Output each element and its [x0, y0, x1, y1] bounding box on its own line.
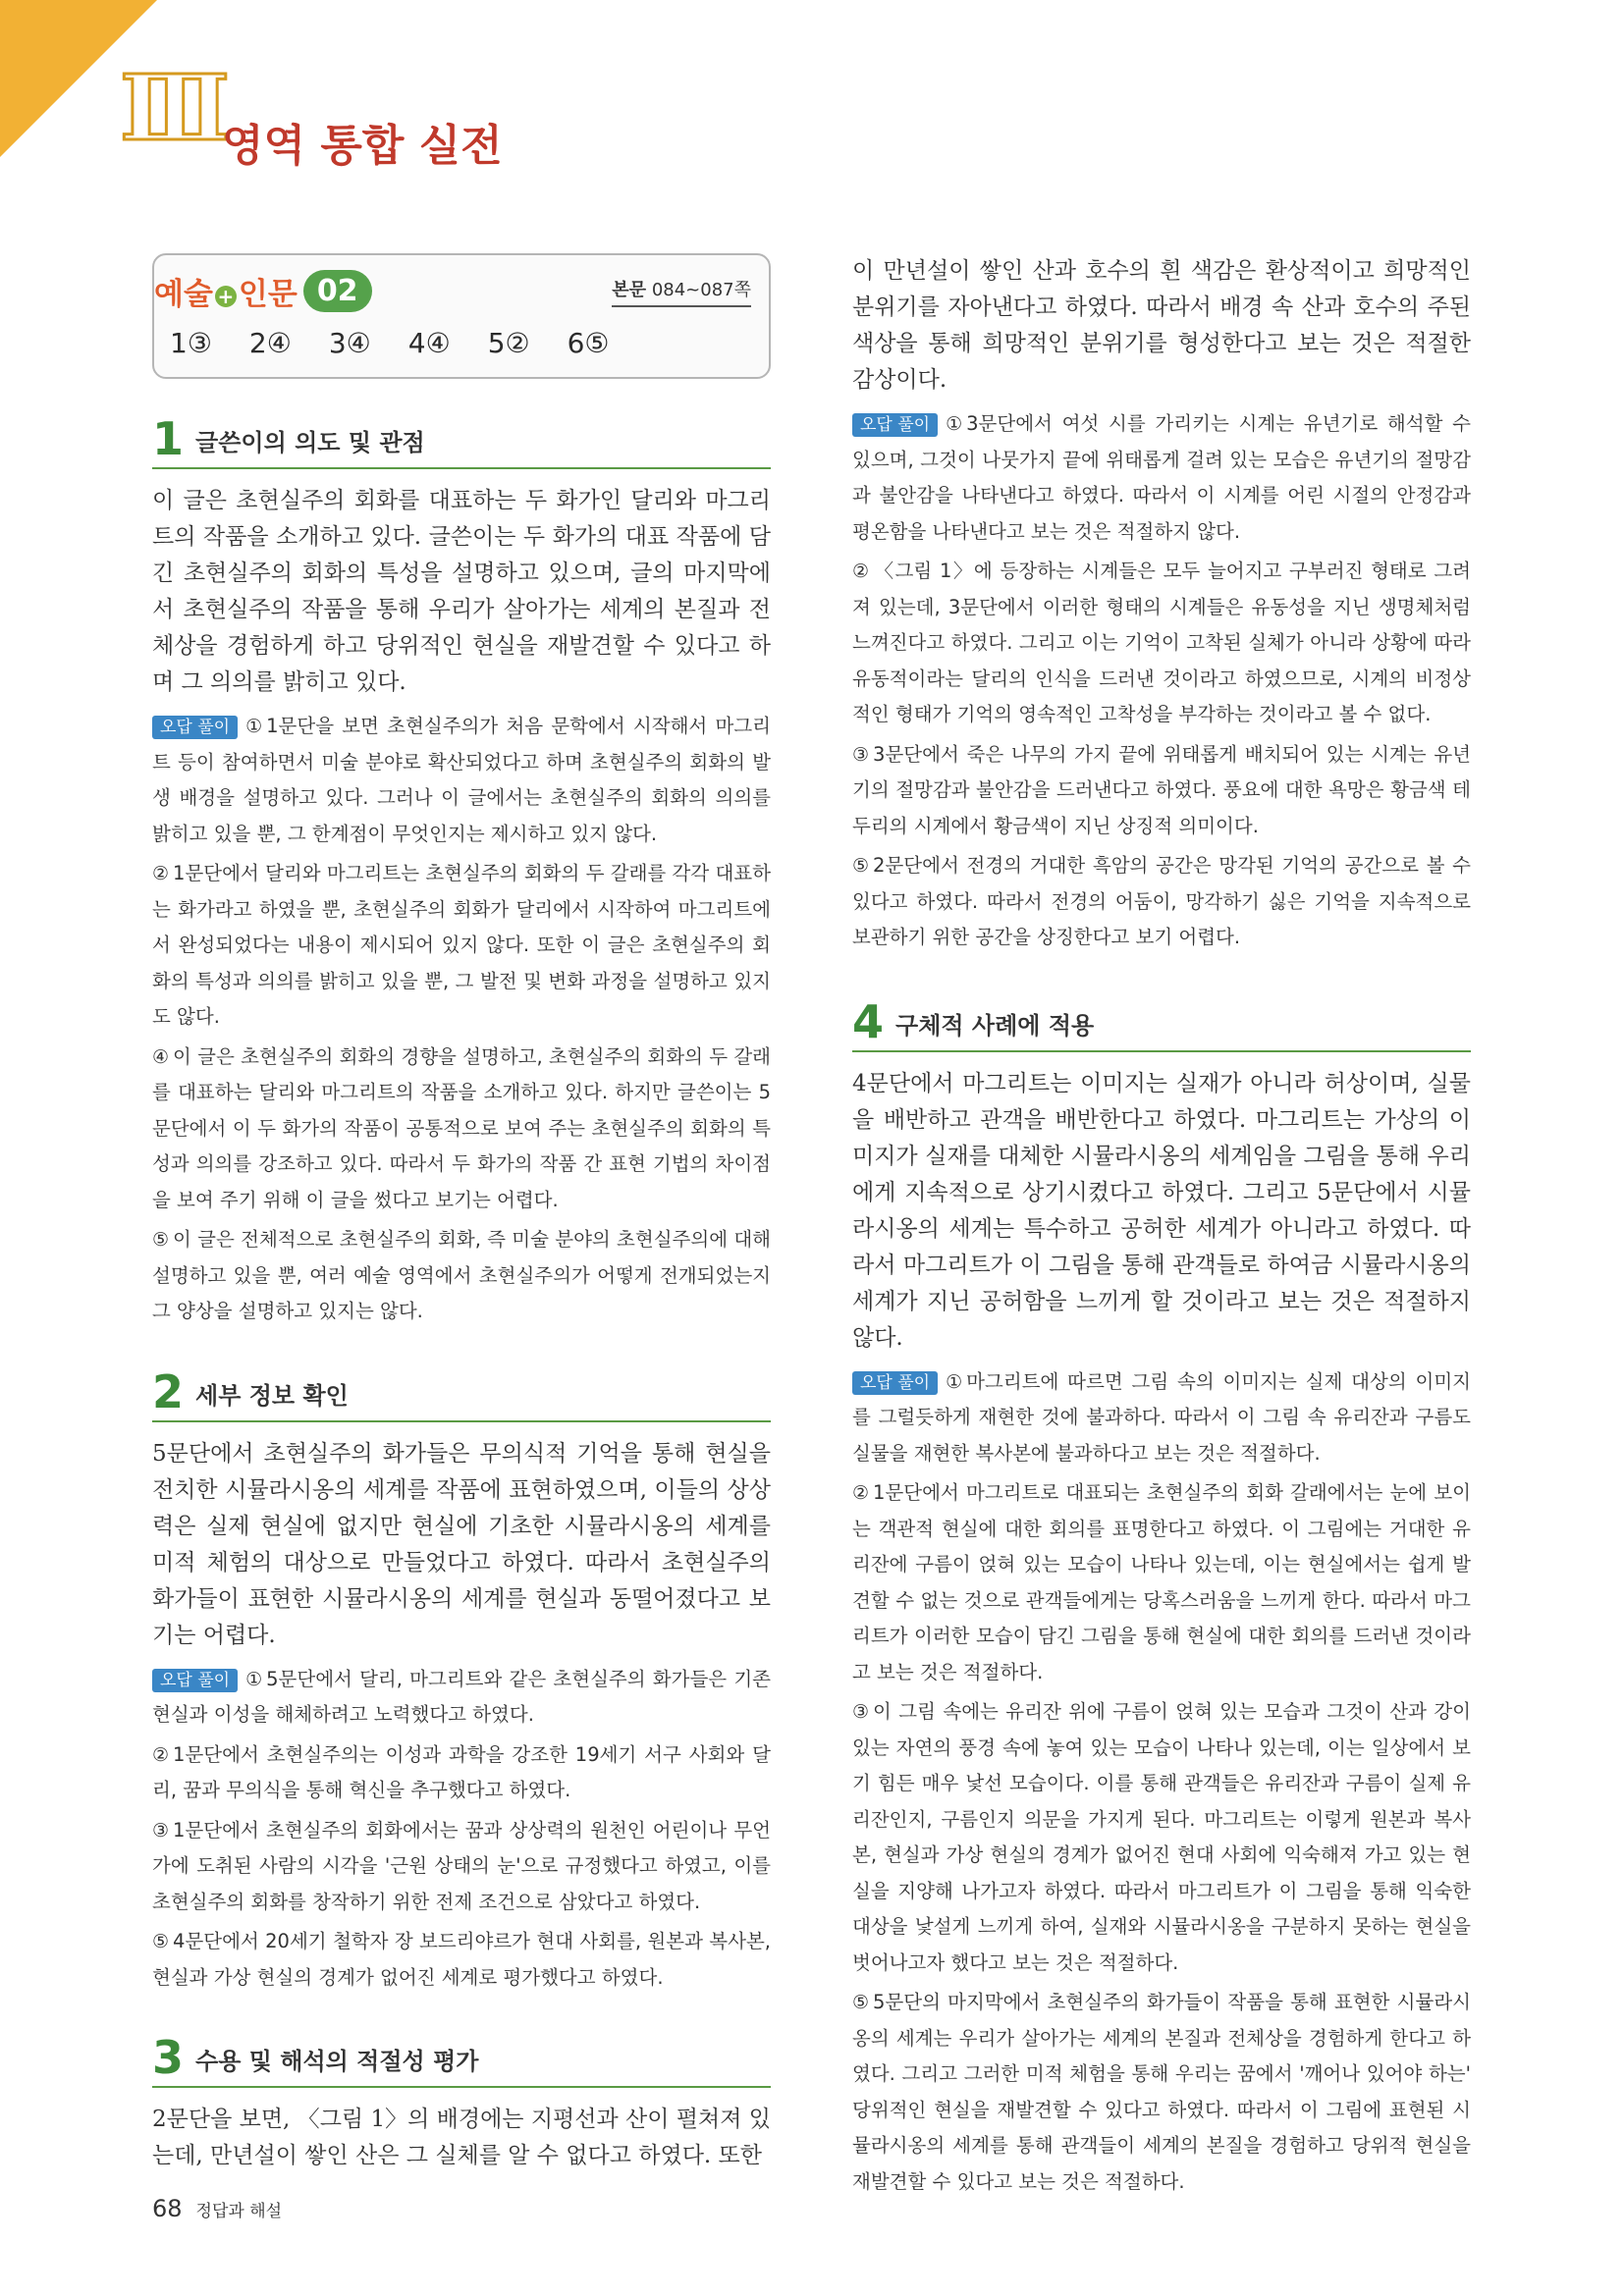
note [152, 1737, 771, 1809]
section-title: 구체적 사례에 적용 [895, 1011, 1095, 1040]
page-range: 084~087쪽 [651, 279, 751, 300]
answer-box-header [154, 269, 751, 313]
section-number: 3 [152, 2031, 185, 2084]
section-title: 글쓴이의 의도 및 관점 [195, 429, 425, 456]
choice-number: ⑤ [152, 1229, 170, 1251]
right-column [852, 253, 1471, 2200]
note [852, 406, 1471, 550]
note [152, 1222, 771, 1330]
answer-item: 5② [487, 327, 530, 359]
note-text: 2문단에서 전경의 거대한 흑암의 공간은 망각된 기억의 공간으로 볼 수 있다고 하였다. 따라서 전경의 어둠이, 망각하기 싫은 기억을 지속적으로 보관하기 위한 공간을 상징한다고 보기 어렵다. [852, 854, 1471, 948]
section-title: 세부 정보 확인 [195, 1381, 349, 1410]
note-text: 1문단에서 초현실주의 회화에서는 꿈과 상상력의 원천인 어린이나 무언가에 도취된 사람의 시각을 '근원 상태의 눈'으로 규정했다고 하였고, 이를 초현실주의 회화를 창작하기 위한 전제 조건으로 삼았다고 하였다. [152, 1818, 771, 1913]
section-number: 4 [852, 994, 885, 1048]
section-number: 2 [152, 1364, 185, 1418]
note-text: 이 그림 속에는 유리잔 위에 구름이 얹혀 있는 모습과 그것이 산과 강이 있는 자연의 풍경 속에 놓여 있는 모습이 나타나 있는데, 이는 일상에서 보기 힘든 매우 낯선 모습이다. 이를 통해 관객들은 유리잔과 구름이 실제 유리잔인지, 구름인지 의문을 가지게 된다. 마그리트는 이렇게 원본과 복사본, 현실과 가상 현실의 경계가 없어진 현대 사회에 익숙해져 가고 있는 현실을 지양해 나가고자 하였다. 따라서 마그리트가 이 그림을 통해 익숙한 대상을 낯설게 느끼게 하여, 실재와 시뮬라시옹을 구분하지 못하는 현실을 벗어나고자 했다고 보는 것은 적절하다. [852, 1700, 1471, 1974]
section-1-header [152, 412, 771, 469]
note [152, 856, 771, 1036]
note [152, 1662, 771, 1734]
page-label: 본문 [612, 279, 647, 300]
answer-item: 4④ [407, 327, 451, 359]
plus-icon: + [215, 286, 237, 307]
note [152, 1813, 771, 1921]
choice-number: ③ [852, 1701, 870, 1723]
note [852, 1985, 1471, 2200]
answer-list [154, 313, 751, 359]
note [852, 554, 1471, 733]
choice-number: ② [152, 1743, 170, 1766]
choice-number: ① [946, 413, 963, 435]
note [852, 737, 1471, 845]
section-number: 1 [152, 412, 185, 465]
note-text: 이 글은 전체적으로 초현실주의 회화, 즉 미술 분야의 초현실주의에 대해 설명하고 있을 뿐, 여러 예술 영역에서 초현실주의가 어떻게 전개되었는지 그 양상을 설명하고 있지는 않다. [152, 1228, 771, 1322]
answer-item: 6⑤ [567, 327, 610, 359]
choice-number: ③ [852, 743, 870, 766]
section-4-body: 4문단에서 마그리트는 이미지는 실재가 아니라 허상이며, 실물을 배반하고 관객을 배반한다고 하였다. 마그리트는 가상의 이미지가 실재를 대체한 시뮬라시옹의 세계임을 그림을 통해 우리에게 지속적으로 상기시켰다고 하였다. 그리고 5문단에서 시뮬라시옹의 세계는 특수하고 공허한 세계가 아니라고 하였다. 따라서 마그리트가 이 그림을 통해 관객들로 하여금 시뮬라시옹의 세계가 지닌 공허함을 느끼게 할 것이라고 보는 것은 적절하지 않다. [852, 1070, 1471, 1351]
note-text: 5문단에서 달리, 마그리트와 같은 초현실주의 화가들은 기존 현실과 이성을 해체하려고 노력했다고 하였다. [152, 1667, 771, 1726]
page-reference [612, 276, 751, 307]
note [852, 1475, 1471, 1690]
note [152, 1924, 771, 1996]
section-2-header [152, 1364, 771, 1422]
note [852, 1694, 1471, 1981]
page-footer [152, 2195, 282, 2222]
note-text: 이 글은 초현실주의 회화의 경향을 설명하고, 초현실주의 회화의 두 갈래를 대표하는 달리와 마그리트의 작품을 소개하고 있다. 하지만 글쓴이는 5문단에서 이 두 화가의 작품이 공통적으로 보여 주는 초현실주의 회화의 특성과 의의를 강조하고 있다. 따라서 두 화가의 작품 간 표현 기법의 차이점을 보여 주기 위해 이 글을 썼다고 보기는 어렵다. [152, 1044, 771, 1211]
section-title: 수용 및 해석의 적절성 평가 [195, 2048, 479, 2075]
choice-number: ⑤ [852, 855, 870, 877]
note [852, 848, 1471, 956]
section-2-body: 5문단에서 초현실주의 화가들은 무의식적 기억을 통해 현실을 전치한 시뮬라시옹의 세계를 작품에 표현하였으며, 이들의 상상력은 실제 현실에 없지만 현실에 기초한 시뮬라시옹의 세계를 미적 체험의 대상으로 만들었다고 하였다. 따라서 초현실주의 화가들이 표현한 시뮬라시옹의 세계를 현실과 동떨어졌다고 보기는 어렵다. [152, 1440, 771, 1648]
part-numeral: Ⅲ [120, 55, 227, 161]
note-text: 5문단의 마지막에서 초현실주의 화가들이 작품을 통해 표현한 시뮬라시옹의 세계는 우리가 살아가는 세계의 본질과 전체상을 경험하게 한다고 하였다. 그리고 그러한 미적 체험을 통해 우리는 꿈에서 '깨어나 있어야 하는' 당위적인 현실을 재발견할 수 있다고 하였다. 따라서 이 그림에 표현된 시뮬라시옹의 세계를 통해 관객들이 세계의 본질을 경험하고 당위적 현실을 재발견할 수 있다고 보는 것은 적절하다. [852, 1991, 1471, 2193]
set-number: 02 [303, 270, 372, 312]
wrong-answer-badge: 오답 풀이 [852, 413, 938, 437]
left-column [152, 253, 771, 2174]
choice-number: ④ [152, 1045, 170, 1068]
section-3-header [152, 2031, 771, 2088]
choice-number: ③ [152, 1819, 170, 1842]
wrong-answer-badge: 오답 풀이 [852, 1371, 938, 1395]
note-text: 4문단에서 20세기 철학자 장 보드리야르가 현대 사회를, 원본과 복사본, 현실과 가상 현실의 경계가 없어진 세계로 평가했다고 하였다. [152, 1930, 771, 1989]
note-text: 1문단에서 달리와 마그리트는 초현실주의 회화의 두 갈래를 각각 대표하는 화가라고 하였을 뿐, 초현실주의 회화가 달리에서 시작하여 마그리트에서 완성되었다는 내용이 제시되어 있지 않다. 또한 이 글은 초현실주의 회화의 특성과 의의를 밝히고 있을 뿐, 그 발전 및 변화 과정을 설명하고 있지도 않다. [152, 862, 771, 1028]
note-text: 1문단을 보면 초현실주의가 처음 문학에서 시작해서 마그리트 등이 참여하면서 미술 분야로 확산되었다고 하며 초현실주의 회화의 발생 배경을 설명하고 있다. 그러나 이 글에서는 초현실주의 회화의 의의를 밝히고 있을 뿐, 그 한계점이 무엇인지는 제시하고 있지 않다. [152, 715, 771, 845]
note-text: 〈그림 1〉에 등장하는 시계들은 모두 늘어지고 구부러진 형태로 그려져 있는데, 3문단에서 이러한 형태의 시계들은 유동성을 지닌 생명체처럼 느껴진다고 하였다. 그리고 이는 기억이 고착된 실체가 아니라 상황에 따라 유동적이라는 달리의 인식을 드러낸 것이라고 하였으므로, 시계의 비정상적인 형태가 기억의 영속적인 고착성을 부각하는 것이라고 볼 수 없다. [852, 560, 1471, 725]
footer-label: 정답과 해설 [195, 2202, 283, 2221]
choice-number: ② [152, 863, 170, 884]
choice-number: ① [245, 1668, 263, 1690]
note [852, 1364, 1471, 1472]
part-title: 영역 통합 실전 [222, 121, 503, 171]
note-text: 1문단에서 마그리트로 대표되는 초현실주의 회화 갈래에서는 눈에 보이는 객관적 현실에 대한 회의를 표명한다고 하였다. 이 그림에는 거대한 유리잔에 구름이 얹혀 있는 모습이 나타나 있는데, 이는 현실에서는 쉽게 발견할 수 없는 것으로 관객들에게는 당혹스러움을 느끼게 한다. 따라서 마그리트가 이러한 모습이 담긴 그림을 통해 현실에 대한 회의를 드러낸 것이라고 보는 것은 적절하다. [852, 1481, 1471, 1683]
note-text: 마그리트에 따르면 그림 속의 이미지는 실제 대상의 이미지를 그럴듯하게 재현한 것에 불과하다. 따라서 이 그림 속 유리잔과 구름도 실물을 재현한 복사본에 불과하다고 보는 것은 적절하다. [852, 1369, 1471, 1465]
answer-item: 1③ [170, 327, 212, 359]
choice-number: ⑤ [152, 1931, 170, 1952]
answer-item: 2④ [248, 327, 292, 359]
section-4-header [852, 994, 1471, 1052]
note-text: 3문단에서 죽은 나무의 가지 끝에 위태롭게 배치되어 있는 시계는 유년기의 절망감과 불안감을 드러낸다고 하였다. 풍요에 대한 욕망은 황금색 테두리의 시계에서 황금색이 지닌 상징적 의미이다. [852, 742, 1471, 837]
note-text: 3문단에서 여섯 시를 가리키는 시계는 유년기로 해석할 수 있으며, 그것이 나뭇가지 끝에 위태롭게 걸려 있는 모습은 유년기의 절망감과 불안감을 나타낸다고 하였다. 따라서 이 시계를 어린 시절의 안정감과 평온함을 나타낸다고 보는 것은 적절하지 않다. [852, 412, 1471, 543]
choice-number: ① [946, 1370, 963, 1393]
wrong-answer-badge: 오답 풀이 [152, 1669, 238, 1692]
tag-humanities: 인문 [238, 277, 298, 312]
page-number: 68 [152, 2195, 183, 2222]
tag-art: 예술 [154, 277, 213, 312]
section-3-body-start: 2문단을 보면, 〈그림 1〉의 배경에는 지평선과 산이 펼쳐져 있는데, 만년설이 쌓인 산은 그 실체를 알 수 없다고 하였다. 또한 [152, 2107, 771, 2168]
section-3-body-continued: 이 만년설이 쌓인 산과 호수의 흰 색감은 환상적이고 희망적인 분위기를 자아낸다고 하였다. 따라서 배경 속 산과 호수의 주된 색상을 통해 희망적인 분위기를 형성한다고 보는 것은 적절한 감상이다. [852, 258, 1471, 393]
answer-item: 3④ [328, 327, 371, 359]
section-1-body: 이 글은 초현실주의 회화를 대표하는 두 화가인 달리와 마그리트의 작품을 소개하고 있다. 글쓴이는 두 화가의 대표 작품에 담긴 초현실주의 회화의 특성을 설명하고 있으며, 글의 마지막에서 초현실주의 작품을 통해 우리가 살아가는 세계의 본질과 전체상을 경험하게 하고 당위적인 현실을 재발견할 수 있다고 하며 그 의의를 밝히고 있다. [152, 488, 771, 695]
choice-number: ① [245, 716, 263, 737]
note [152, 709, 771, 852]
choice-number: ⑤ [852, 1992, 870, 2013]
choice-number: ② [852, 1482, 870, 1504]
answer-box [152, 253, 771, 379]
subject-tag [154, 269, 298, 313]
choice-number: ② [852, 561, 870, 582]
wrong-answer-badge: 오답 풀이 [152, 716, 238, 739]
note-text: 1문단에서 초현실주의는 이성과 과학을 강조한 19세기 서구 사회와 달리, 꿈과 무의식을 통해 혁신을 추구했다고 하였다. [152, 1742, 771, 1801]
note [152, 1040, 771, 1219]
